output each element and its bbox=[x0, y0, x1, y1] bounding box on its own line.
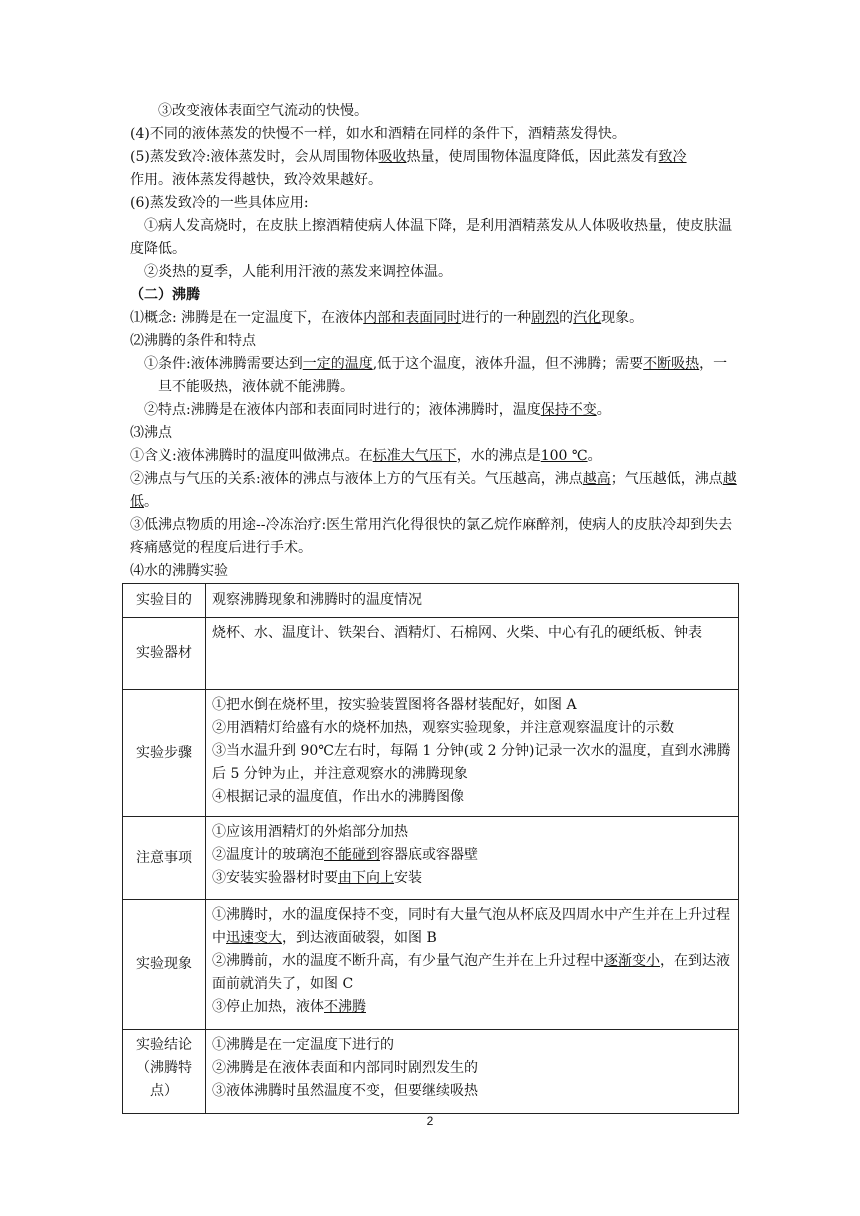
text-line: ⑵沸腾的条件和特点 bbox=[130, 333, 256, 349]
text-line: ①病人发高烧时，在皮肤上擦酒精使病人体温下降，是利用酒精蒸发从人体吸收热量，使皮肤温度降低。 bbox=[130, 218, 732, 257]
text-line: ②沸点与气压的关系:液体的沸点与液体上方的气压有关。气压越高，沸点越高；气压越低，沸点越低。 bbox=[130, 471, 737, 510]
row-content: 烧杯、水、温度计、铁架台、酒精灯、石棉网、火柴、中心有孔的硬纸板、钟表 bbox=[206, 618, 739, 690]
text-line: (5)蒸发致冷:液体蒸发时，会从周围物体吸收热量，使周围物体温度降低，因此蒸发有致冷 bbox=[130, 149, 687, 165]
document-body bbox=[130, 100, 738, 1114]
text-line: ③低沸点物质的用途--冷冻治疗:医生常用汽化得很快的氯乙烷作麻醉剂，使病人的皮肤冷却到失去疼痛感觉的程度后进行手术。 bbox=[130, 517, 733, 556]
cell-line: ②温度计的玻璃泡不能碰到容器底或容器壁 bbox=[212, 847, 478, 863]
text-line: ②特点:沸腾是在液体内部和表面同时进行的；液体沸腾时，温度保持不变。 bbox=[144, 402, 611, 418]
row-label: 实验器材 bbox=[123, 618, 206, 690]
row-content bbox=[206, 817, 739, 900]
text-line: ③改变液体表面空气流动的快慢。 bbox=[158, 103, 368, 119]
cell-line: ①把水倒在烧杯里，按实验装置图将各器材装配好，如图 A bbox=[212, 697, 577, 713]
experiment-table bbox=[122, 583, 739, 1114]
row-content bbox=[206, 900, 739, 1030]
row-label: 实验结论（沸腾特点） bbox=[123, 1030, 206, 1114]
table-row bbox=[123, 584, 739, 618]
cell-line: ②沸腾前，水的温度不断升高，有少量气泡产生并在上升过程中逐渐变小，在到达液面前就消失了，如图 C bbox=[212, 953, 730, 992]
cell-line: ③停止加热，液体不沸腾 bbox=[212, 999, 366, 1015]
table-row bbox=[123, 817, 739, 900]
row-content: 观察沸腾现象和沸腾时的温度情况 bbox=[206, 584, 739, 618]
table-row bbox=[123, 900, 739, 1030]
text-line: (4)不同的液体蒸发的快慢不一样，如水和酒精在同样的条件下，酒精蒸发得快。 bbox=[130, 126, 626, 142]
row-label: 实验现象 bbox=[123, 900, 206, 1030]
cell-line: ③当水温升到 90℃左右时，每隔 1 分钟(或 2 分钟)记录一次水的温度，直到水沸腾后 5 分钟为止，并注意观察水的沸腾现象 bbox=[212, 743, 731, 782]
cell-line: ③安装实验器材时要由下向上安装 bbox=[212, 870, 422, 886]
cell-line: ③液体沸腾时虽然温度不变，但要继续吸热 bbox=[212, 1083, 478, 1099]
text-line: 作用。液体蒸发得越快，致冷效果越好。 bbox=[130, 172, 382, 188]
cell-line: ①应该用酒精灯的外焰部分加热 bbox=[212, 824, 408, 840]
row-label: 注意事项 bbox=[123, 817, 206, 900]
cell-line: ②沸腾是在液体表面和内部同时剧烈发生的 bbox=[212, 1060, 478, 1076]
table-row bbox=[123, 618, 739, 690]
cell-line: ④根据记录的温度值，作出水的沸腾图像 bbox=[212, 789, 464, 805]
row-content bbox=[206, 690, 739, 817]
cell-line: ②用酒精灯给盛有水的烧杯加热，观察实验现象，并注意观察温度计的示数 bbox=[212, 720, 674, 736]
text-line: ①含义:液体沸腾时的温度叫做沸点。在标准大气压下，水的沸点是100 ℃。 bbox=[130, 448, 602, 464]
table-row bbox=[123, 690, 739, 817]
cell-line: ①沸腾时，水的温度保持不变，同时有大量气泡从杯底及四周水中产生并在上升过程中迅速变大，到达液面破裂，如图 B bbox=[212, 907, 730, 946]
text-line: ⑷水的沸腾实验 bbox=[130, 563, 228, 579]
text-line: (6)蒸发致冷的一些具体应用: bbox=[130, 195, 309, 211]
text-line: ②炎热的夏季，人能利用汗液的蒸发来调控体温。 bbox=[144, 264, 452, 280]
row-label: 实验目的 bbox=[123, 584, 206, 618]
text-line: ⑴概念: 沸腾是在一定温度下，在液体内部和表面同时进行的一种剧烈的汽化现象。 bbox=[130, 310, 644, 326]
table-row bbox=[123, 1030, 739, 1114]
text-line: ①条件:液体沸腾需要达到一定的温度,低于这个温度，液体升温，但不沸腾；需要不断吸热，一旦不能吸热，液体就不能沸腾。 bbox=[144, 356, 728, 395]
section-heading: （二）沸腾 bbox=[130, 287, 200, 303]
cell-line: ①沸腾是在一定温度下进行的 bbox=[212, 1037, 394, 1053]
text-line: ⑶沸点 bbox=[130, 425, 172, 441]
row-label: 实验步骤 bbox=[123, 690, 206, 817]
page-number: 2 bbox=[426, 1114, 434, 1128]
row-content bbox=[206, 1030, 739, 1114]
